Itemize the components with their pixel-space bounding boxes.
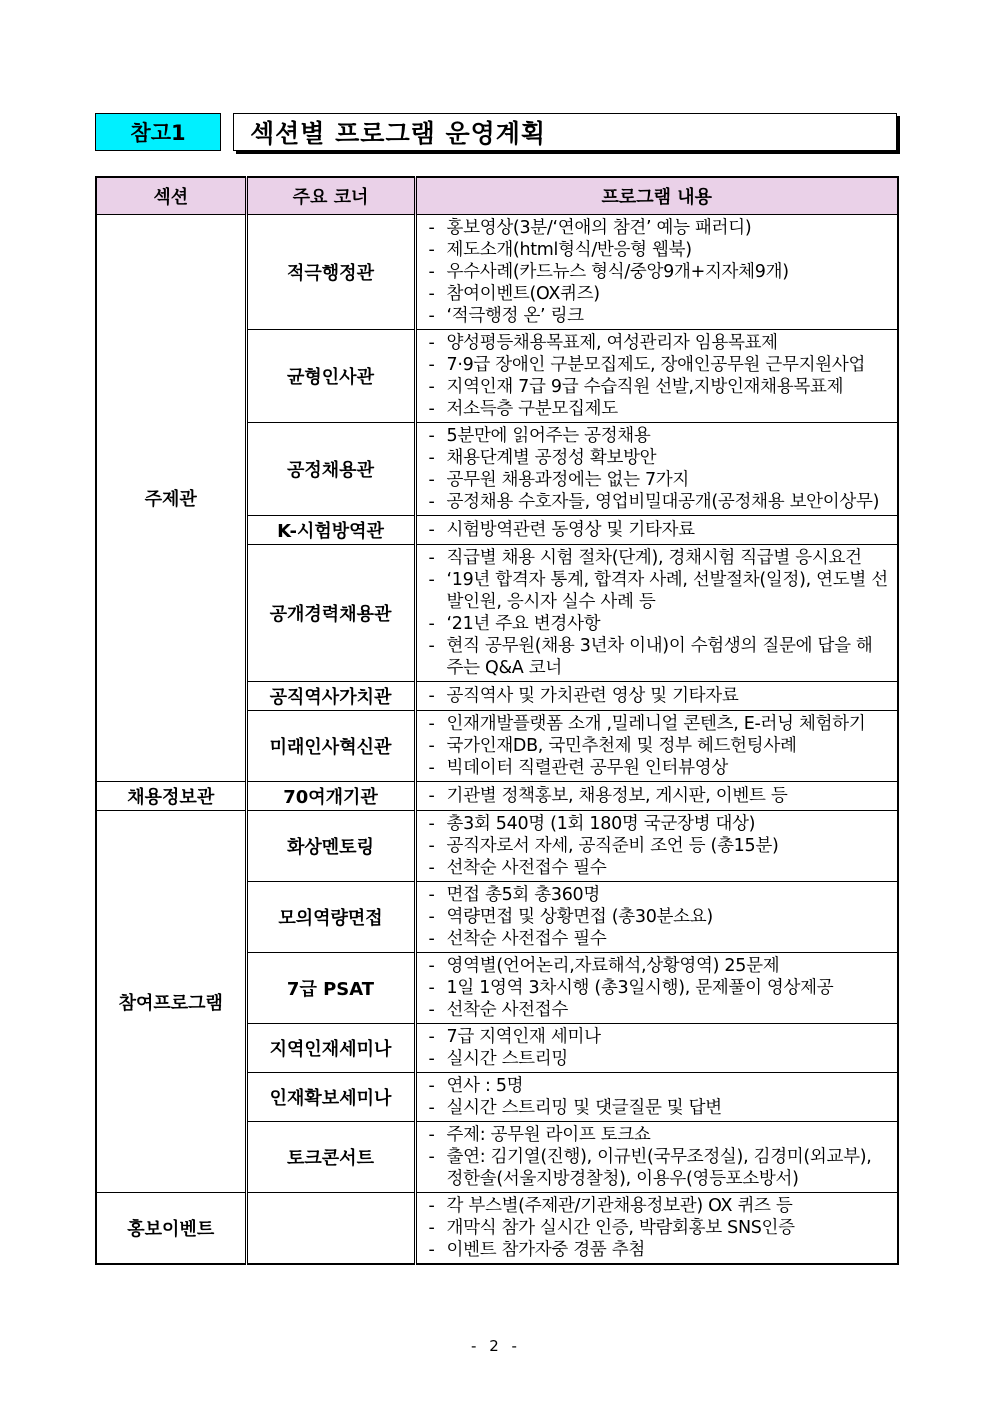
list-item: - 실시간 스트리밍 및 댓글질문 및 답변	[425, 1097, 890, 1119]
program-content-cell	[415, 1073, 898, 1122]
corner-cell: 70여개기관	[246, 782, 415, 811]
list-item: - 채용단계별 공정성 확보방안	[425, 447, 890, 469]
program-item-list	[425, 884, 890, 950]
program-content-cell	[415, 882, 898, 953]
list-item: - 공직자로서 자세, 공직준비 조언 등 (총15분)	[425, 835, 890, 857]
list-item: - 영역별(언어논리,자료해석,상황영역) 25문제	[425, 955, 890, 977]
program-item-list	[425, 217, 890, 327]
reference-header	[95, 113, 898, 154]
program-item-list	[425, 713, 890, 779]
program-item-list	[425, 1026, 890, 1070]
list-item: - 총3회 540명 (1회 180명 국군장병 대상)	[425, 813, 890, 835]
program-item-list	[425, 519, 890, 541]
list-item: - 기관별 정책홍보, 채용정보, 게시판, 이벤트 등	[425, 785, 890, 807]
list-item: - ‘21년 주요 변경사항	[425, 613, 890, 635]
page-title: 섹션별 프로그램 운영계획	[233, 113, 897, 151]
corner-cell: 토크콘서트	[246, 1122, 415, 1193]
list-item: - 1일 1영역 3차시행 (총3일시행), 문제풀이 영상제공	[425, 977, 890, 999]
program-item-list	[425, 547, 890, 679]
list-item: - 공무원 채용과정에는 없는 7가지	[425, 469, 890, 491]
list-item: - 시험방역관련 동영상 및 기타자료	[425, 519, 890, 541]
program-item-list	[425, 1124, 890, 1190]
list-item: - 국가인재DB, 국민추천제 및 정부 헤드헌팅사례	[425, 735, 890, 757]
list-item: - 홍보영상(3분/‘연애의 참견’ 예능 패러디)	[425, 217, 890, 239]
corner-cell: 화상멘토링	[246, 811, 415, 882]
list-item: - 7급 지역인재 세미나	[425, 1026, 890, 1048]
list-item: - 출연: 김기열(진행), 이규빈(국무조정실), 김경미(외교부), 정한솔(서울지방경찰청), 이용우(영등포소방서)	[425, 1146, 890, 1190]
program-content-cell	[415, 782, 898, 811]
list-item: - 직급별 채용 시험 절차(단계), 경채시험 직급별 응시요건	[425, 547, 890, 569]
program-content-cell	[415, 1122, 898, 1193]
corner-cell: 적극행정관	[246, 215, 415, 330]
corner-cell: 공직역사가치관	[246, 682, 415, 711]
list-item: - 이벤트 참가자중 경품 추첨	[425, 1239, 890, 1261]
list-item: - 7·9급 장애인 구분모집제도, 장애인공무원 근무지원사업	[425, 354, 890, 376]
list-item: - 지역인재 7급 9급 수습직원 선발,지방인재채용목표제	[425, 376, 890, 398]
section-cell: 참여프로그램	[96, 811, 246, 1193]
corner-cell: 균형인사관	[246, 330, 415, 423]
list-item: - 양성평등채용목표제, 여성관리자 임용목표제	[425, 332, 890, 354]
list-item: - ‘19년 합격자 통계, 합격자 사례, 선발절차(일정), 연도별 선발인원, 응시자 실수 사례 등	[425, 569, 890, 613]
program-item-list	[425, 332, 890, 420]
list-item: - 역량면접 및 상황면접 (총30분소요)	[425, 906, 890, 928]
list-item: - 제도소개(html형식/반응형 웹북)	[425, 239, 890, 261]
program-item-list	[425, 1195, 890, 1261]
list-item: - 공직역사 및 가치관련 영상 및 기타자료	[425, 685, 890, 707]
program-content-cell	[415, 215, 898, 330]
section-cell: 주제관	[96, 215, 246, 782]
program-content-cell	[415, 682, 898, 711]
table-body	[96, 215, 898, 1265]
table-header-row	[96, 177, 898, 215]
program-item-list	[425, 955, 890, 1021]
corner-cell: K-시험방역관	[246, 516, 415, 545]
list-item: - 개막식 참가 실시간 인증, 박람회홍보 SNS인증	[425, 1217, 890, 1239]
corner-cell: 7급 PSAT	[246, 953, 415, 1024]
program-content-cell	[415, 1024, 898, 1073]
list-item: - 5분만에 읽어주는 공정채용	[425, 425, 890, 447]
table-row	[96, 215, 898, 330]
corner-cell: 공정채용관	[246, 423, 415, 516]
reference-badge: 참고1	[95, 113, 221, 151]
program-content-cell	[415, 423, 898, 516]
list-item: - 실시간 스트리밍	[425, 1048, 890, 1070]
corner-cell: 지역인재세미나	[246, 1024, 415, 1073]
page-number: - 2 -	[471, 1337, 521, 1355]
list-item: - 우수사례(카드뉴스 형식/중앙9개+지자체9개)	[425, 261, 890, 283]
program-item-list	[425, 813, 890, 879]
list-item: - 주제: 공무원 라이프 토크쇼	[425, 1124, 890, 1146]
column-header-corner: 주요 코너	[246, 177, 415, 215]
section-cell: 홍보이벤트	[96, 1193, 246, 1265]
program-item-list	[425, 1075, 890, 1119]
program-content-cell	[415, 811, 898, 882]
list-item: - 현직 공무원(채용 3년차 이내)이 수험생의 질문에 답을 해주는 Q&A 코너	[425, 635, 890, 679]
list-item: - 연사 : 5명	[425, 1075, 890, 1097]
corner-cell: 인재확보세미나	[246, 1073, 415, 1122]
list-item: - 선착순 사전접수 필수	[425, 857, 890, 879]
list-item: - 면접 총5회 총360명	[425, 884, 890, 906]
table-row	[96, 1193, 898, 1265]
program-item-list	[425, 685, 890, 707]
corner-cell: 공개경력채용관	[246, 545, 415, 682]
corner-cell: 미래인사혁신관	[246, 711, 415, 782]
program-content-cell	[415, 711, 898, 782]
list-item: - 참여이벤트(OX퀴즈)	[425, 283, 890, 305]
list-item: - 공정채용 수호자들, 영업비밀대공개(공정채용 보안이상무)	[425, 491, 890, 513]
list-item: - 각 부스별(주제관/기관채용정보관) OX 퀴즈 등	[425, 1195, 890, 1217]
table-row	[96, 782, 898, 811]
list-item: - 선착순 사전접수 필수	[425, 928, 890, 950]
program-item-list	[425, 425, 890, 513]
list-item: - 인재개발플랫폼 소개 ,밀레니얼 콘텐츠, E-러닝 체험하기	[425, 713, 890, 735]
program-plan-table	[95, 176, 899, 1265]
list-item: - ‘적극행정 온’ 링크	[425, 305, 890, 327]
section-cell: 채용정보관	[96, 782, 246, 811]
column-header-section: 섹션	[96, 177, 246, 215]
list-item: - 선착순 사전접수	[425, 999, 890, 1021]
program-content-cell	[415, 545, 898, 682]
column-header-content: 프로그램 내용	[415, 177, 898, 215]
program-content-cell	[415, 953, 898, 1024]
corner-cell	[246, 1193, 415, 1265]
program-content-cell	[415, 330, 898, 423]
list-item: - 빅데이터 직렬관련 공무원 인터뷰영상	[425, 757, 890, 779]
corner-cell: 모의역량면접	[246, 882, 415, 953]
program-item-list	[425, 785, 890, 807]
list-item: - 저소득층 구분모집제도	[425, 398, 890, 420]
program-content-cell	[415, 516, 898, 545]
program-content-cell	[415, 1193, 898, 1265]
table-row	[96, 811, 898, 882]
